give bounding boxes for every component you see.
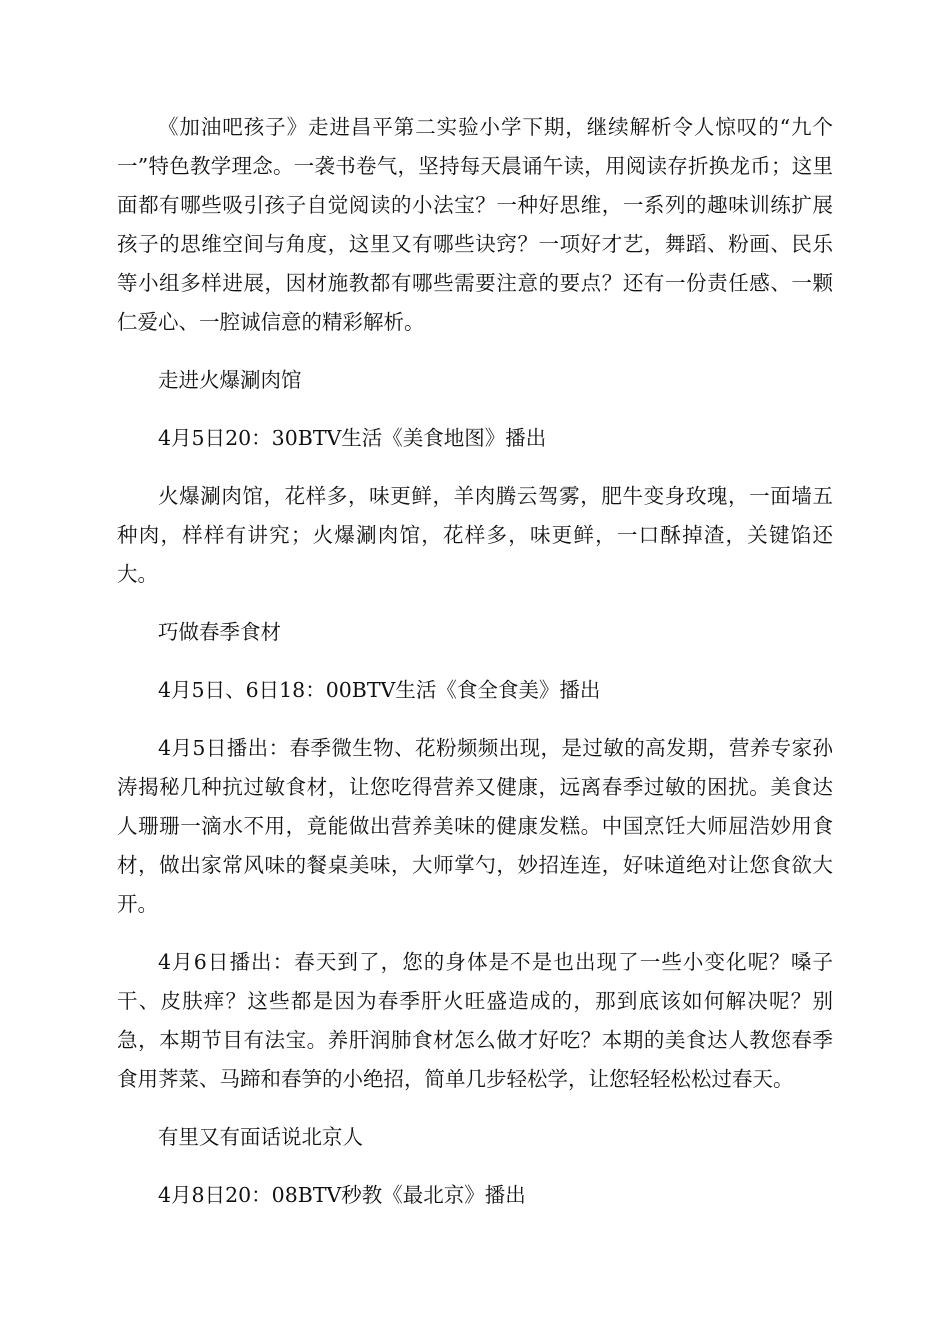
document-body bbox=[117, 108, 833, 1234]
section-heading-hotpot: 走进火爆涮肉馆 bbox=[158, 368, 302, 392]
paragraph-school-intro: 《加油吧孩子》走进昌平第二实验小学下期，继续解析令人惊叹的“九个一”特色教学理念。一袭书卷气，坚持每天晨诵午读，用阅读存折换龙币；这里面都有哪些吸引孩子自觉阅读的小法宝？一种好思维，一系列的趣味训练扩展孩子的思维空间与角度，这里又有哪些诀窍？一项好才艺，舞蹈、粉画、民乐等小组多样进展，因材施教都有哪些需要注意的要点？还有一份责任感、一颗仁爱心、一腔诚信意的精彩解析。 bbox=[117, 115, 833, 334]
broadcast-time-beijing: 4月8日20：08BTV秒教《最北京》播出 bbox=[158, 1183, 526, 1207]
paragraph-april-5: 4月5日播出：春季微生物、花粉频频出现，是过敏的高发期，营养专家孙涛揭秘几种抗过敏食材，让您吃得营养又健康，远离春季过敏的困扰。美食达人珊珊一滴水不用，竟能做出营养美味的健康发糕。中国烹饪大师屈浩妙用食材，做出家常风味的餐桌美味，大师掌勺，妙招连连，好味道绝对让您食欲大开。 bbox=[117, 736, 833, 916]
paragraph-hotpot: 火爆涮肉馆，花样多，味更鲜，羊肉腾云驾雾，肥牛变身玫瑰，一面墙五种肉，样样有讲究；火爆涮肉馆，花样多，味更鲜，一口酥掉渣，关键馅还大。 bbox=[117, 484, 833, 586]
broadcast-time-food-show: 4月5日、6日18：00BTV生活《食全食美》播出 bbox=[158, 678, 601, 702]
section-heading-spring-food: 巧做春季食材 bbox=[158, 620, 281, 644]
section-heading-beijing: 有里又有面话说北京人 bbox=[158, 1125, 363, 1149]
paragraph-april-6: 4月6日播出：春天到了，您的身体是不是也出现了一些小变化呢？嗓子干、皮肤痒？这些都是因为春季肝火旺盛造成的，那到底该如何解决呢？别急，本期节目有法宝。养肝润肺食材怎么做才好吃？本期的美食达人教您春季食用荠菜、马蹄和春笋的小绝招，简单几步轻松学，让您轻轻松松过春天。 bbox=[117, 950, 833, 1091]
broadcast-time-food-map: 4月5日20：30BTV生活《美食地图》播出 bbox=[158, 426, 547, 450]
